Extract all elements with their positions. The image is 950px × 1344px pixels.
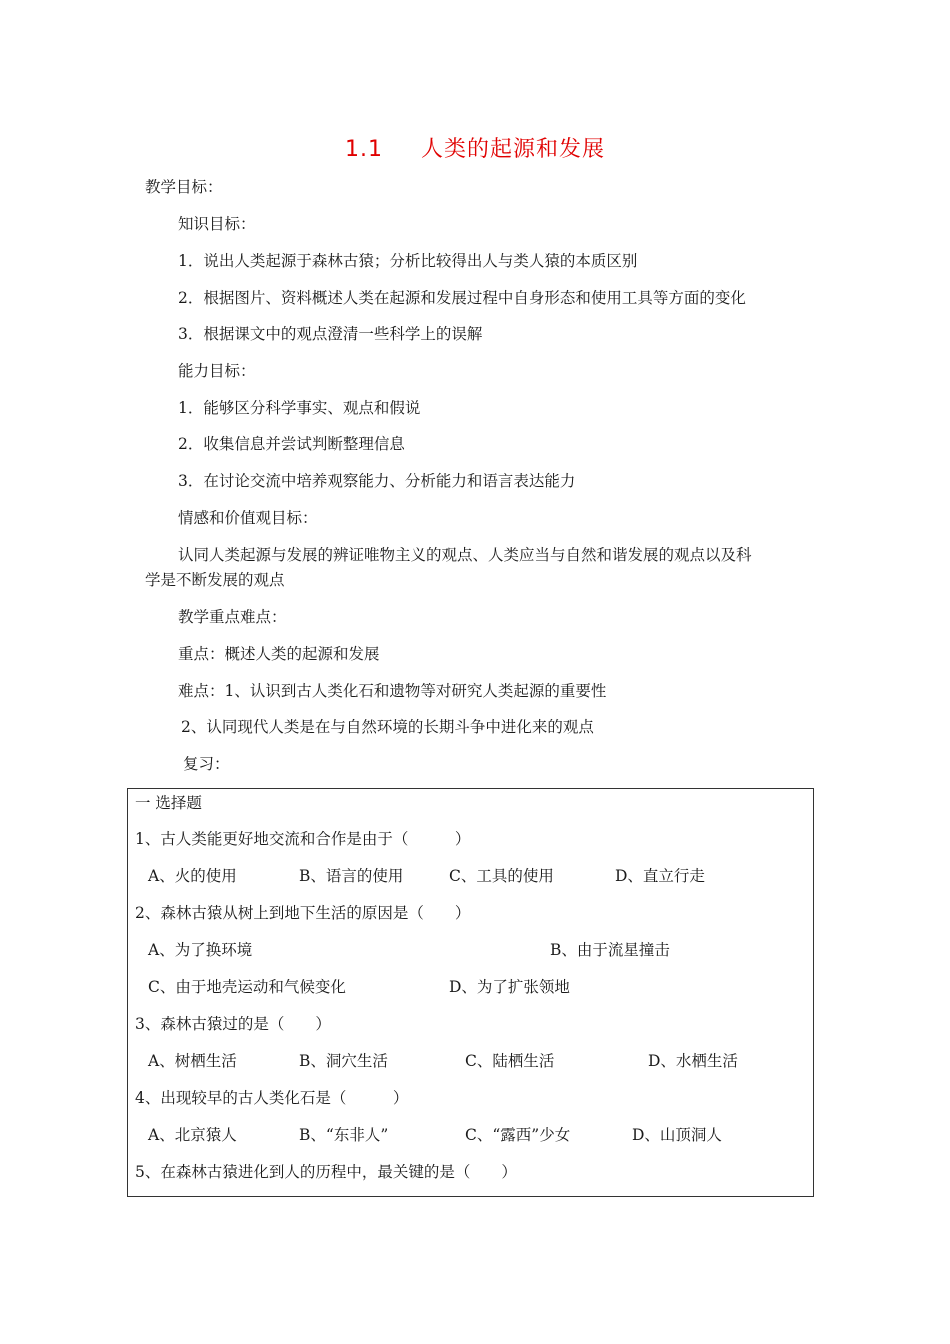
q1-option-b: B、语言的使用 — [299, 867, 404, 885]
emotion-line-2: 学是不断发展的观点 — [145, 571, 285, 589]
question-3: 3、森林古猿过的是（ ） — [135, 1015, 331, 1033]
review-question-box — [127, 788, 814, 1197]
section-title: 一 选择题 — [135, 794, 202, 812]
q1-option-a: A、火的使用 — [148, 867, 237, 885]
q2-option-c: C、由于地壳运动和气候变化 — [148, 978, 346, 996]
question-4: 4、出现较早的古人类化石是（ ） — [135, 1089, 409, 1107]
title-number: 1.1 — [344, 137, 383, 162]
emotion-heading: 情感和价值观目标： — [178, 509, 318, 527]
knowledge-item-1: 1．说出人类起源于森林古猿；分析比较得出人与类人猿的本质区别 — [178, 252, 638, 270]
title-text: 人类的起源和发展 — [420, 137, 605, 162]
page-title — [0, 132, 950, 163]
q4-option-d: D、山顶洞人 — [632, 1126, 722, 1144]
knowledge-item-3: 3．根据课文中的观点澄清一些科学上的误解 — [178, 325, 483, 343]
question-5: 5、在森林古猿进化到人的历程中，最关键的是（ ） — [135, 1163, 517, 1181]
question-1: 1、古人类能更好地交流和合作是由于（ ） — [135, 830, 471, 848]
difficulty-point-1: 难点：1、认识到古人类化石和遗物等对研究人类起源的重要性 — [178, 682, 607, 700]
question-2: 2、森林古猿从树上到地下生活的原因是（ ） — [135, 904, 471, 922]
q2-option-a: A、为了换环境 — [148, 941, 253, 959]
difficulty-point-2: 2、认同现代人类是在与自然环境的长期斗争中进化来的观点 — [181, 718, 594, 736]
q3-option-d: D、水栖生活 — [648, 1052, 738, 1070]
q1-option-d: D、直立行走 — [615, 867, 705, 885]
ability-item-1: 1．能够区分科学事实、观点和假说 — [178, 399, 421, 417]
review-heading: 复习： — [183, 755, 230, 773]
key-points-heading: 教学重点难点： — [178, 608, 287, 626]
q2-option-d: D、为了扩张领地 — [449, 978, 570, 996]
objectives-heading: 教学目标： — [145, 178, 223, 196]
q3-option-a: A、树栖生活 — [148, 1052, 237, 1070]
q4-option-c: C、“露西”少女 — [465, 1126, 571, 1144]
knowledge-item-2: 2．根据图片、资料概述人类在起源和发展过程中自身形态和使用工具等方面的变化 — [178, 289, 746, 307]
q3-option-c: C、陆栖生活 — [465, 1052, 555, 1070]
q4-option-b: B、“东非人” — [299, 1126, 389, 1144]
knowledge-heading: 知识目标： — [178, 215, 256, 233]
q2-option-b: B、由于流星撞击 — [550, 941, 670, 959]
emotion-line-1: 认同人类起源与发展的辨证唯物主义的观点、人类应当与自然和谐发展的观点以及科 — [178, 546, 752, 564]
ability-item-3: 3．在讨论交流中培养观察能力、分析能力和语言表达能力 — [178, 472, 576, 490]
ability-item-2: 2．收集信息并尝试判断整理信息 — [178, 435, 405, 453]
q3-option-b: B、洞穴生活 — [299, 1052, 388, 1070]
q4-option-a: A、北京猿人 — [148, 1126, 237, 1144]
q1-option-c: C、工具的使用 — [449, 867, 554, 885]
ability-heading: 能力目标： — [178, 362, 256, 380]
focus-point: 重点：概述人类的起源和发展 — [178, 645, 380, 663]
